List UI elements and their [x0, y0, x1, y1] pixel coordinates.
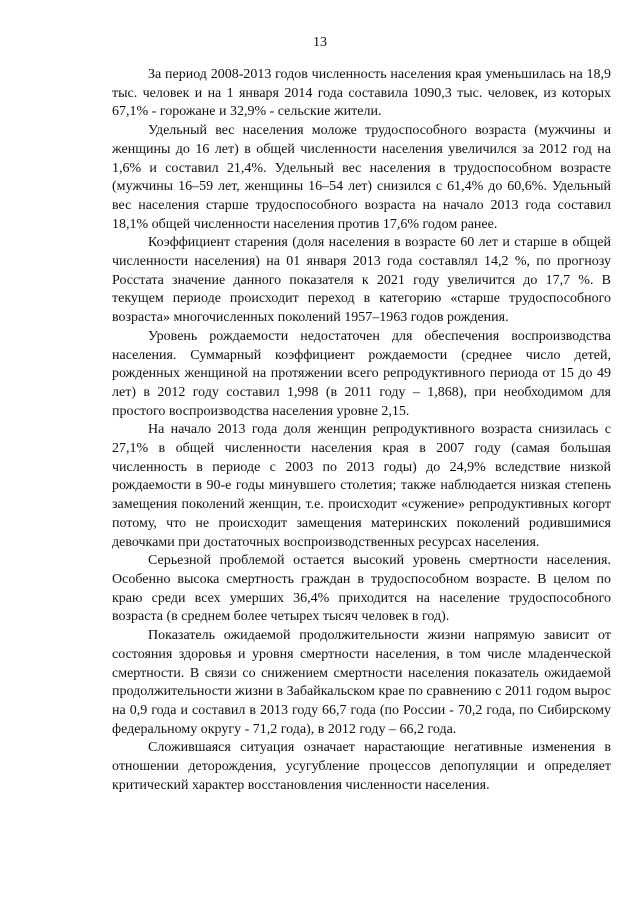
paragraph-birth-rate: Уровень рождаемости недостаточен для обеспечения воспроизводства населения. Суммарный коэффициент рождаемости (среднее число детей, рожденных женщиной на протяжении всего репродуктивного периода от 15 до 49 лет) в 2012 году составил 1,998 (в 2011 году – 1,868), при необходимом для простого воспроизводства населения уровне 2,15.: [112, 328, 611, 419]
paragraph-conclusion: Сложившаяся ситуация означает нарастающие негативные изменения в отношении деторождения, усугубление процессов депопуляции и определяет критический характер восстановления численности населения.: [112, 740, 611, 793]
paragraph-mortality: Серьезной проблемой остается высокий уровень смертности населения. Особенно высока смертность граждан в трудоспособном возрасте. В целом по краю среди всех умерших 36,4% приходится на население трудоспособного возраста (в среднем более четырех тысяч человек в год).: [112, 553, 611, 625]
paragraph-reproductive-women: На начало 2013 года доля женщин репродуктивного возраста снизилась с 27,1% в общей численности населения края в 2007 году (самая большая численность в периоде с 2003 по 2013 годы) до 24,9% вследствие низкой рождаемости в 90-е годы минувшего столетия; также наблюдается низкая степень замещения поколений женщин, т.е. происходит «сужение» репродуктивных когорт потому, что не происходит замещения материнских поколений родившимися девочками при достаточных воспроизводственных ресурсах населения.: [112, 422, 611, 550]
paragraph-life-expectancy: Показатель ожидаемой продолжительности жизни напрямую зависит от состояния здоровья и уровня смертности населения, в том числе младенческой смертности. В связи со снижением смертности населения показатель ожидаемой продолжительности жизни в Забайкальском крае по сравнению с 2011 годом вырос на 0,9 года и составил в 2013 году 66,7 года (по России - 70,2 года, по Сибирскому федеральному округу - 71,2 года), в 2012 году – 66,2 года.: [112, 628, 611, 737]
document-body: [112, 66, 611, 795]
paragraph-age-structure: Удельный вес населения моложе трудоспособного возраста (мужчины и женщины до 16 лет) в общей численности населения увеличился за 2012 год на 1,6% и составил 21,4%. Удельный вес населения в трудоспособном возрасте (мужчины 16–59 лет, женщины 16–54 лет) снизился с 61,4% до 60,6%. Удельный вес населения старше трудоспособного возраста на начало 2013 года составил 18,1% общей численности населения против 17,6% годом ранее.: [112, 123, 611, 232]
page-number: 13: [313, 35, 327, 50]
paragraph-aging-coefficient: Коэффициент старения (доля населения в возрасте 60 лет и старше в общей численности населения) на 01 января 2013 года составлял 14,2 %, по прогнозу Росстата значение данного показателя к 2021 году увеличится до 17,7 %. В текущем периоде происходит переход в категорию «старше трудоспособного возраста» многочисленных поколений 1957–1963 годов рождения.: [112, 235, 611, 326]
paragraph-population-decline: За период 2008-2013 годов численность населения края уменьшилась на 18,9 тыс. человек и на 1 января 2014 года составила 1090,3 тыс. человек, из которых 67,1% - горожане и 32,9% - сельские жители.: [112, 67, 611, 120]
